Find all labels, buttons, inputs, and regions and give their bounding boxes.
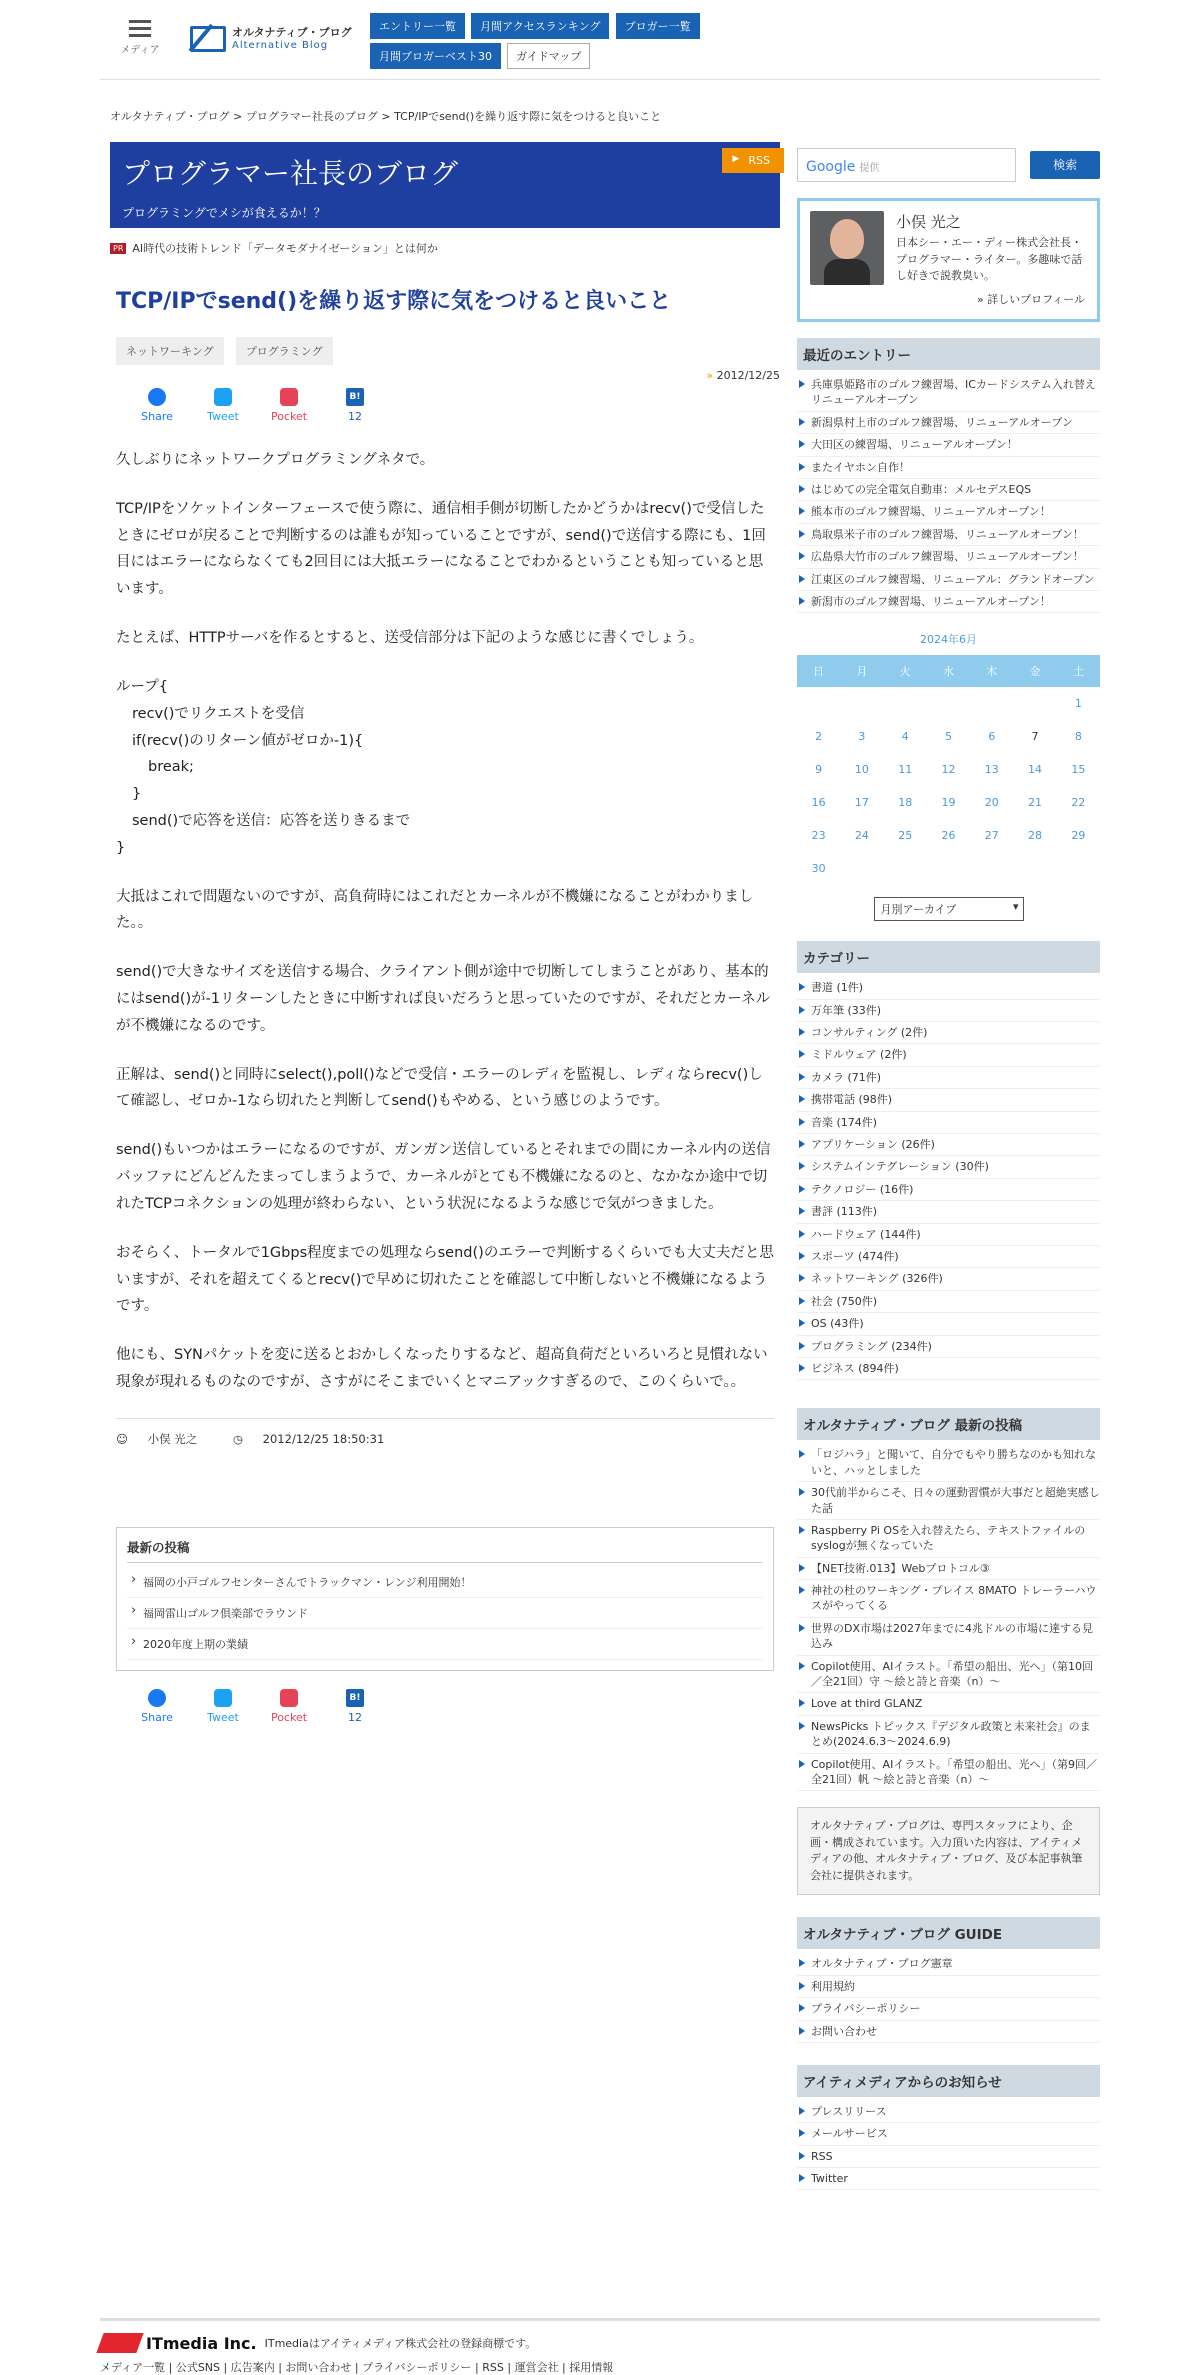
info-link[interactable]: メールサービス — [797, 2123, 1100, 2145]
logo-text-en: Alternative Blog — [232, 39, 329, 51]
paragraph: 久しぶりにネットワークプログラミングネタで。 — [116, 452, 435, 468]
category-link[interactable]: テクノロジー (16件) — [797, 1179, 1100, 1201]
latest-entry-link[interactable]: 新潟県村上市のゴルフ練習場、リニューアルオープン — [797, 412, 1100, 434]
calendar-day[interactable]: 8 — [1074, 730, 1082, 744]
nav-monthly-ranking[interactable]: 月間アクセスランキング — [471, 13, 609, 39]
site-footer — [100, 2318, 1100, 2375]
code-line: send()で応答を送信：応答を送りきるまで — [132, 812, 411, 829]
calendar-day[interactable]: 19 — [941, 796, 956, 810]
info-link[interactable]: RSS — [797, 2146, 1100, 2168]
alt-latest-link[interactable]: NewsPicks トピックス『デジタル政策と未来社会』のまとめ(2024.6.3〜2024.6.9) — [797, 1716, 1100, 1754]
calendar-day[interactable]: 30 — [811, 862, 826, 876]
twitter-icon — [214, 1689, 232, 1707]
info-link[interactable]: プレスリリース — [797, 2101, 1100, 2123]
main-column — [110, 142, 780, 1724]
alt-latest-link[interactable]: 30代前半からこそ、日々の運動習慣が大事だと超絶実感した話 — [797, 1482, 1100, 1520]
category-link[interactable]: ビジネス (894件) — [797, 1358, 1100, 1380]
categories-title: カテゴリー — [797, 941, 1100, 973]
calendar-title: 2024年6月 — [920, 633, 977, 647]
twitter-share-button[interactable] — [190, 388, 256, 423]
info-link[interactable]: Twitter — [797, 2168, 1100, 2190]
category-link[interactable]: ハードウェア (144件) — [797, 1224, 1100, 1246]
latest-entry-link[interactable]: 鳥取県米子市のゴルフ練習場、リニューアルオープン！ — [797, 524, 1100, 546]
twitter-share-label: Tweet — [207, 410, 239, 423]
calendar-day[interactable]: 27 — [984, 829, 999, 843]
calendar-day[interactable]: 9 — [815, 763, 823, 777]
itmedia-logo[interactable] — [100, 2333, 257, 2353]
category-link[interactable]: 万年筆 (33件) — [797, 1000, 1100, 1022]
profile-desc: 日本シー・エー・ディー株式会社長・プログラマー・ライター。多趣味で話し好きで説教臭い。 — [896, 236, 1083, 282]
calendar-day[interactable]: 14 — [1028, 763, 1043, 777]
share-bar-bottom — [124, 1689, 780, 1724]
calendar-day[interactable]: 28 — [1028, 829, 1043, 843]
post-datetime — [233, 1432, 400, 1446]
hatena-bookmark-button[interactable] — [322, 1689, 388, 1724]
author[interactable] — [116, 1432, 213, 1446]
code-line: } — [116, 839, 126, 856]
category-link[interactable]: OS (43件) — [797, 1313, 1100, 1335]
archive-select[interactable]: 月別アーカイブ ▾ — [874, 897, 1024, 921]
recent-posts-title: 最新の投稿 — [127, 1538, 763, 1563]
category-link[interactable]: ミドルウェア (2件) — [797, 1044, 1100, 1066]
calendar-day[interactable]: 3 — [858, 730, 866, 744]
hatena-bookmark-button[interactable] — [322, 388, 388, 423]
menu-label: メディア — [120, 45, 160, 56]
calendar-day — [840, 852, 883, 885]
calendar-day[interactable]: 1 — [1074, 697, 1082, 711]
nav-blogger-best30[interactable]: 月間ブロガーベスト30 — [370, 43, 501, 69]
pseudo-code — [116, 674, 774, 862]
calendar-day[interactable]: 23 — [811, 829, 826, 843]
guide — [797, 1917, 1100, 2043]
category-link[interactable]: 社会 (750件) — [797, 1291, 1100, 1313]
alt-latest — [797, 1408, 1100, 1791]
avatar — [810, 211, 884, 285]
category-link[interactable]: 音楽 (174件) — [797, 1112, 1100, 1134]
paragraph: おそらく、トータルで1Gbps程度までの処理ならsend()のエラーで判断するくらいでも大丈夫だと思いますが、それを超えてくるとrecv()で早めに切れたことを確認して中断しないと不機嫌になるようです。 — [116, 1244, 774, 1315]
calendar-day — [970, 852, 1013, 885]
author-name: 小俣 光之 — [147, 1431, 198, 1446]
guide-link[interactable]: お問い合わせ — [797, 2021, 1100, 2043]
recent-post-link[interactable]: › 2020年度上期の業績 — [127, 1629, 763, 1660]
category-link[interactable]: カメラ (71件) — [797, 1067, 1100, 1089]
recent-post-link[interactable]: › 福岡の小戸ゴルフセンターさんでトラックマン・レンジ利用開始！ — [127, 1567, 763, 1598]
alt-latest-link[interactable]: 世界のDX市場は2027年までに4兆ドルの市場に達する見込み — [797, 1618, 1100, 1656]
post-datetime-text: 2012/12/25 18:50:31 — [262, 1431, 385, 1446]
trademark-text: ITmediaはアイティメディア株式会社の登録商標です。 — [264, 2337, 537, 2350]
calendar-day[interactable]: 20 — [984, 796, 999, 810]
calendar-day[interactable]: 5 — [944, 730, 952, 744]
paragraph: 大抵はこれで問題ないのですが、高負荷時にはこれだとカーネルが不機嫌になることがわかりました。。 — [116, 888, 754, 932]
latest-entries — [797, 338, 1100, 613]
calendar-day[interactable]: 18 — [898, 796, 913, 810]
calendar-day[interactable]: 26 — [941, 829, 956, 843]
hatena-count: 12 — [348, 410, 362, 423]
pocket-share-label: Pocket — [270, 1710, 308, 1724]
twitter-share-label: Tweet — [207, 1710, 239, 1724]
code-line: recv()でリクエストを受信 — [132, 705, 305, 722]
paragraph: send()で大きなサイズを送信する場合、クライアント側が途中で切断してしまうことがあり、基本的にはsend()が-1リターンしたときに中断すれば良いだろうと思っていたのですが、それだとカーネルが不機嫌になるのです。 — [116, 964, 771, 1034]
calendar-day — [927, 852, 970, 885]
calendar-day[interactable]: 24 — [854, 829, 869, 843]
logo-icon — [190, 26, 226, 52]
calendar-day[interactable]: 2 — [815, 730, 823, 744]
calendar-day — [884, 852, 927, 885]
category-link[interactable]: 携帯電話 (98件) — [797, 1089, 1100, 1111]
latest-entry-link[interactable]: 兵庫県姫路市のゴルフ練習場、ICカードシステム入れ替えリニューアルオープン — [797, 374, 1100, 412]
alt-latest-link[interactable]: 【NET技術.013】Webプロトコル③ — [797, 1558, 1100, 1580]
site-header — [100, 0, 1100, 80]
nav-entry-list[interactable]: エントリー一覧 — [370, 13, 465, 39]
facebook-icon — [148, 388, 166, 406]
calendar-day — [797, 687, 840, 720]
sidebar — [797, 148, 1100, 2190]
search-icon: 検索 — [1053, 158, 1078, 172]
blog-banner — [110, 142, 780, 228]
alt-latest-link[interactable]: Copilot使用、AIイラスト。「希望の船出、光へ」（第9回／全21回）帆 〜絵と詩と音楽（n）〜 — [797, 1754, 1100, 1792]
paragraph: たとえば、HTTPサーバを作るとすると、送受信部分は下記のような感じに書くでしょう。 — [116, 630, 704, 647]
calendar-day[interactable]: 11 — [898, 763, 913, 777]
calendar-day[interactable]: 16 — [811, 796, 826, 810]
site-note: オルタナティブ・ブログは、専門スタッフにより、企画・構成されています。入力頂いた内容は、アイティメディアの他、オルタナティブ・ブログ、及び本記事執筆会社に提供されます。 — [797, 1807, 1100, 1895]
post-date — [110, 369, 780, 382]
profile-box — [797, 198, 1100, 322]
logo-text-jp: オルタナティブ・ブログ — [232, 26, 352, 40]
category-link[interactable]: システムインテグレーション (30件) — [797, 1156, 1100, 1178]
category-link[interactable]: アプリケーション (26件) — [797, 1134, 1100, 1156]
calendar-day[interactable]: 25 — [898, 829, 913, 843]
latest-entries-title: 最近のエントリー — [797, 338, 1100, 370]
calendar-weekday: 水 — [927, 655, 970, 687]
calendar-day: 7 — [1031, 730, 1039, 744]
guide-title: オルタナティブ・ブログ GUIDE — [797, 1917, 1100, 1949]
hatena-icon: B! — [346, 388, 364, 406]
twitter-icon — [214, 388, 232, 406]
facebook-share-label: Share — [141, 410, 173, 423]
alt-latest-link[interactable]: Raspberry Pi OSを入れ替えたら、テキストファイルのsyslogが無くなっていた — [797, 1520, 1100, 1558]
alt-latest-link[interactable]: Copilot使用、AIイラスト。「希望の船出、光へ」（第10回／全21回）守 〜絵と詩と音楽（n）〜 — [797, 1656, 1100, 1694]
guide-link[interactable]: オルタナティブ・ブログ憲章 — [797, 1953, 1100, 1975]
pocket-icon — [280, 1689, 298, 1707]
code-line: } — [132, 786, 142, 803]
calendar-day[interactable]: 12 — [941, 763, 956, 777]
calendar-day[interactable]: 10 — [854, 763, 869, 777]
code-line: break; — [148, 759, 194, 776]
code-line: ループ{ — [116, 678, 169, 695]
pocket-share-button[interactable] — [256, 388, 322, 423]
blog-title[interactable]: プログラマー社長のブログ — [122, 157, 459, 190]
breadcrumb[interactable]: オルタナティブ・ブログ > プログラマー社長のブログ > TCP/IPでsend()を繰り返す際に気をつけると良いこと — [110, 110, 662, 123]
menu-button[interactable] — [118, 20, 162, 57]
category-link[interactable]: ネットワーキング (326件) — [797, 1268, 1100, 1290]
calendar — [797, 631, 1100, 921]
guide-link[interactable]: 利用規約 — [797, 1976, 1100, 1998]
calendar-day — [884, 687, 927, 720]
pr-badge: PR — [110, 243, 126, 254]
latest-entry-link[interactable]: 広島県大竹市のゴルフ練習場、リニューアルオープン！ — [797, 546, 1100, 568]
profile-more-link[interactable]: » 詳しいプロフィール — [976, 293, 1085, 306]
global-nav — [370, 13, 830, 73]
page — [100, 0, 1100, 2374]
latest-entry-link[interactable]: 新潟市のゴルフ練習場、リニューアルオープン！ — [797, 591, 1100, 613]
calendar-day — [1013, 687, 1056, 720]
calendar-day[interactable]: 4 — [901, 730, 909, 744]
category-link[interactable]: 書評 (113件) — [797, 1201, 1100, 1223]
facebook-share-button[interactable] — [124, 388, 190, 423]
recent-post-link[interactable]: › 福岡雷山ゴルフ倶楽部でラウンド — [127, 1598, 763, 1629]
hatena-count: 12 — [348, 1710, 362, 1724]
recent-posts-box — [116, 1527, 774, 1671]
latest-entry-link[interactable]: 大田区の練習場、リニューアルオープン！ — [797, 434, 1100, 456]
latest-entry-link[interactable]: はじめての完全電気自動車：メルセデスEQS — [797, 479, 1100, 501]
facebook-share-label: Share — [141, 1710, 173, 1724]
facebook-share-button[interactable] — [124, 1689, 190, 1724]
profile-name: 小俣 光之 — [896, 213, 961, 231]
hatena-icon: B! — [346, 1689, 364, 1707]
calendar-weekday: 金 — [1013, 655, 1056, 687]
nav-blogger-list[interactable]: ブロガー一覧 — [616, 13, 700, 39]
calendar-weekday: 月 — [840, 655, 883, 687]
latest-entry-link[interactable]: 江東区のゴルフ練習場、リニューアル：グランドオープン — [797, 569, 1100, 591]
calendar-day — [927, 687, 970, 720]
footer-links[interactable]: メディア一覧 | 公式SNS | 広告案内 | お問い合わせ | プライバシーポリシー | RSS | 運営会社 | 採用情報 — [100, 2361, 614, 2374]
share-bar — [124, 388, 780, 423]
post-meta — [116, 1418, 774, 1447]
calendar-day — [840, 687, 883, 720]
code-line: if(recv()のリターン値がゼロか-1){ — [132, 732, 364, 749]
google-logo: Google — [806, 159, 856, 175]
pr-link[interactable] — [110, 240, 780, 256]
itmedia-info-title: アイティメディアからのお知らせ — [797, 2065, 1100, 2097]
alt-latest-link[interactable]: 「ロジハラ」と聞いて、自分でもやり勝ちなのかも知れないと、ハッとしました — [797, 1444, 1100, 1482]
category-link[interactable]: 書道 (1件) — [797, 977, 1100, 999]
calendar-weekday: 火 — [884, 655, 927, 687]
post-title: TCP/IPでsend()を繰り返す際に気をつけると良いこと — [116, 289, 672, 314]
post-date-text: 2012/12/25 — [716, 369, 780, 382]
date-marker-icon: » — [706, 369, 714, 382]
rss-button[interactable]: ▶ RSS — [722, 148, 784, 173]
pocket-share-button[interactable] — [256, 1689, 322, 1724]
calendar-day[interactable]: 21 — [1028, 796, 1043, 810]
blog-subtitle: プログラミングでメシが食えるか！？ — [122, 206, 326, 220]
calendar-day[interactable]: 15 — [1071, 763, 1086, 777]
tag-programming[interactable]: プログラミング — [236, 337, 333, 365]
calendar-day[interactable]: 13 — [984, 763, 999, 777]
guide-link[interactable]: プライバシーポリシー — [797, 1998, 1100, 2020]
calendar-weekday: 土 — [1057, 655, 1100, 687]
calendar-day — [1057, 852, 1100, 885]
paragraph: 正解は、send()と同時にselect(),poll()などで受信・エラーのレディを監視し、レディならrecv()して確認し、ゼロか-1なら切れたと判断してsend()もやめる、という感じのようです。 — [116, 1066, 763, 1110]
itmedia-logo-icon — [96, 2333, 143, 2353]
itmedia-logo-text: ITmedia Inc. — [146, 2333, 257, 2353]
category-link[interactable]: コンサルティング (2件) — [797, 1022, 1100, 1044]
pocket-icon — [280, 388, 298, 406]
twitter-share-button[interactable] — [190, 1689, 256, 1724]
calendar-weekday: 木 — [970, 655, 1013, 687]
user-icon: ☺ — [116, 1431, 128, 1446]
alt-latest-link[interactable]: 神社の杜のワーキング・プレイス 8MATO トレーラーハウスがやってくる — [797, 1580, 1100, 1618]
tag-networking[interactable]: ネットワーキング — [116, 337, 224, 365]
itmedia-info — [797, 2065, 1100, 2191]
pr-text: AI時代の技術トレンド「データモダナイゼーション」とは何か — [132, 242, 438, 255]
post-tags — [116, 337, 780, 365]
calendar-day[interactable]: 22 — [1071, 796, 1086, 810]
calendar-day[interactable]: 17 — [854, 796, 869, 810]
clock-icon: ◷ — [232, 1431, 244, 1446]
article-body — [116, 447, 774, 1396]
search-placeholder: 提供 — [859, 163, 880, 174]
paragraph: send()もいつかはエラーになるのですが、ガンガン送信しているとそれまでの間にカーネル内の送信バッファにどんどんたまってしまうようで、カーネルがとても不機嫌になるのと、なかなか途中で切れたTCPコネクションの処理が終わらない、という状況になるような感じで気がつきました。 — [116, 1142, 771, 1212]
calendar-day — [970, 687, 1013, 720]
category-link[interactable]: プログラミング (234件) — [797, 1336, 1100, 1358]
calendar-day[interactable]: 6 — [988, 730, 996, 744]
category-link[interactable]: スポーツ (474件) — [797, 1246, 1100, 1268]
search-button[interactable] — [1030, 151, 1100, 179]
alt-latest-link[interactable]: Love at third GLANZ — [797, 1693, 1100, 1715]
paragraph: 他にも、SYNパケットを変に送るとおかしくなったりするなど、超高負荷だといろいろと見慣れない現象が現れるものなのですが、さすがにそこまでいくとマニアックすぎるので、このくらいで。。 — [116, 1347, 768, 1390]
hamburger-icon — [129, 20, 151, 37]
paragraph: TCP/IPをソケットインターフェースで使う際に、通信相手側が切断したかどうかはrecv()で受信したときにゼロが戻ることで判断するのは誰もが知っていることですが、send()で送信する際にも、1回目にはエラーにならなくても2回目には大抵エラーになることでわかるということも知っていると思います。 — [116, 500, 766, 598]
alt-latest-title: オルタナティブ・ブログ 最新の投稿 — [797, 1408, 1100, 1440]
google-search — [797, 148, 1100, 182]
calendar-day — [1013, 852, 1056, 885]
nav-guide-map[interactable]: ガイドマップ — [507, 43, 590, 69]
categories — [797, 941, 1100, 1380]
latest-entry-link[interactable]: 熊本市のゴルフ練習場、リニューアルオープン！ — [797, 501, 1100, 523]
calendar-day[interactable]: 29 — [1071, 829, 1086, 843]
search-input[interactable] — [797, 148, 1016, 182]
pocket-share-label: Pocket — [270, 410, 308, 423]
site-logo[interactable] — [190, 26, 352, 52]
calendar-weekday: 日 — [797, 655, 840, 687]
latest-entry-link[interactable]: またイヤホン自作！ — [797, 457, 1100, 479]
facebook-icon — [148, 1689, 166, 1707]
